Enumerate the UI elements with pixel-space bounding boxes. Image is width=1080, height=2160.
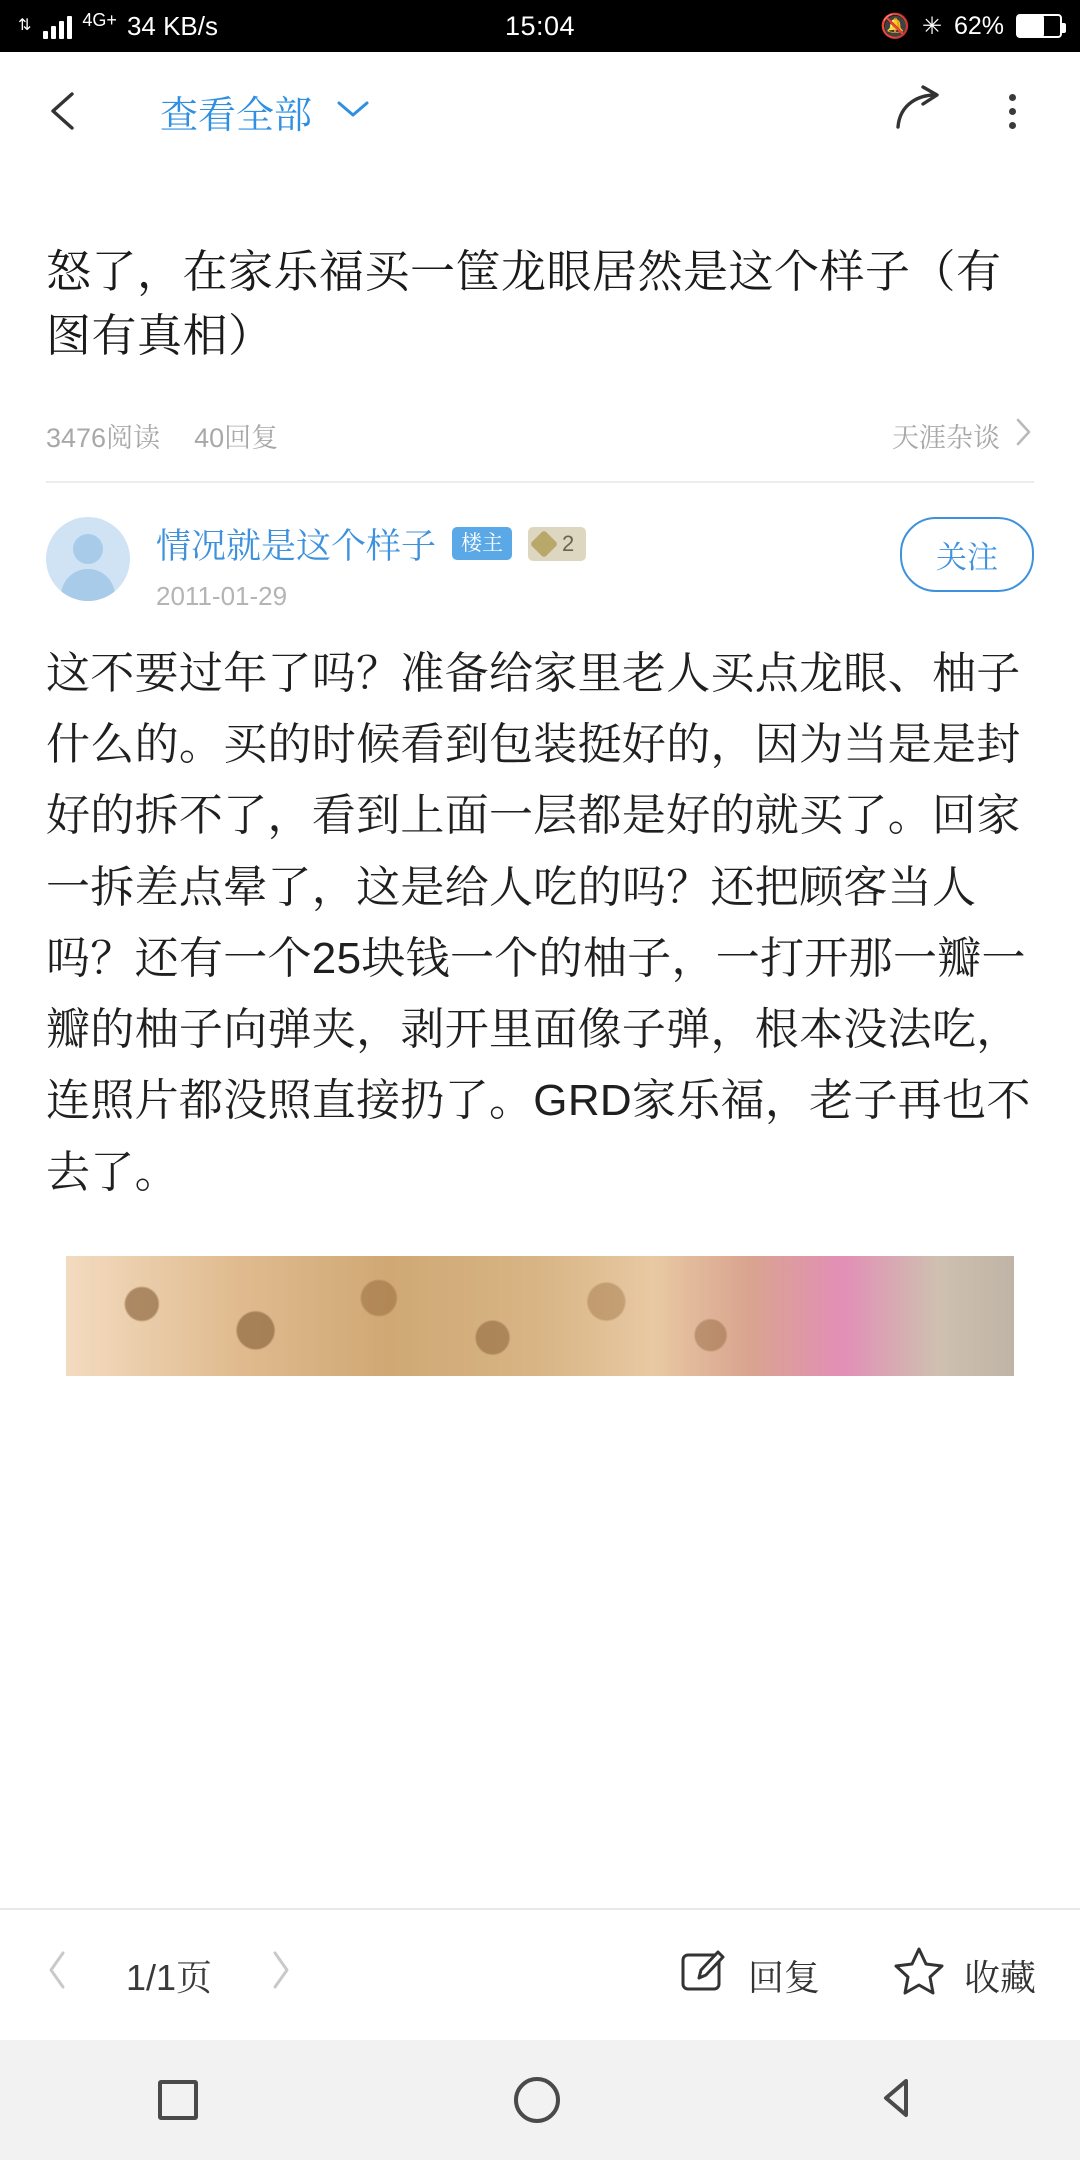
battery-percent-label: 62% (953, 11, 1005, 40)
favorite-label: 收藏 (963, 1956, 1036, 1998)
badge-thread-owner: 楼主 (452, 527, 512, 560)
app-bar-title: 查看全部 (160, 94, 313, 137)
post-title: 怒了，在家乐福买一筐龙眼居然是这个样子（有图有真相） (46, 246, 1002, 361)
author-name[interactable]: 情况就是这个样子 (156, 526, 437, 566)
favorite-button[interactable] (892, 1944, 1036, 2007)
post-meta-row (46, 416, 1034, 483)
post-content (0, 170, 1080, 1908)
back-button[interactable] (36, 81, 96, 141)
signal-icon (43, 13, 72, 39)
post-date: 2011-01-29 (156, 580, 288, 611)
reply-label: 回复 (747, 1956, 820, 1998)
bluetooth-icon: ✳ (921, 12, 942, 40)
author-info (156, 517, 586, 612)
chevron-down-icon (334, 97, 372, 126)
post-stats (46, 416, 278, 455)
reply-button[interactable] (678, 1945, 820, 2006)
bottom-toolbar (0, 1908, 1080, 2040)
forum-link[interactable] (892, 416, 1034, 455)
status-bar (0, 0, 1080, 52)
chevron-right-icon (1014, 417, 1034, 454)
post-photo[interactable] (66, 1256, 1014, 1376)
next-page-button[interactable] (268, 1948, 294, 2002)
share-button[interactable] (886, 79, 950, 143)
recents-button[interactable] (158, 2080, 198, 2120)
clock-label: 15:04 (504, 10, 576, 41)
badge-level (528, 527, 586, 561)
compose-icon (678, 1945, 730, 2006)
star-icon (892, 1944, 946, 2007)
bottom-actions (678, 1944, 1036, 2007)
badge-level-value: 2 (562, 530, 575, 556)
mute-icon: 🔕 (879, 12, 910, 40)
author-name-line (156, 519, 586, 569)
battery-icon (1016, 14, 1062, 38)
avatar[interactable] (46, 517, 130, 601)
system-back-button[interactable] (876, 2075, 922, 2126)
view-all-dropdown[interactable] (160, 84, 372, 139)
prev-page-button[interactable] (44, 1948, 70, 2002)
status-bar-right (575, 12, 1062, 41)
post-body: 这不要过年了吗？准备给家里老人买点龙眼、柚子什么的。买的时候看到包装挺好的，因为当是是封好的拆不了，看到上面一层都是好的就买了。回家一拆差点晕了，这是给人吃的吗？还把顾客当人吗？还有一个25块钱一个的柚子，一打开那一瓣一瓣的柚子向弹夹，剥开里面像子弹，根本没法吃，连照片都没照直接扔了。GRD家乐福，老子再也不去了。 (46, 648, 1031, 1197)
author-row (46, 517, 1034, 612)
more-options-button[interactable] (980, 79, 1044, 143)
read-count-label: 3476阅读 (46, 422, 161, 453)
system-nav-bar (0, 2040, 1080, 2160)
app-bar (0, 52, 1080, 170)
home-button[interactable] (514, 2077, 560, 2123)
data-transfer-icon: ⇅ (18, 17, 32, 34)
follow-button[interactable]: 关注 (900, 517, 1034, 592)
more-options-icon (1009, 94, 1016, 129)
forum-name-label: 天涯杂谈 (892, 422, 1000, 453)
network-speed-label: 34 KB/s (126, 10, 218, 41)
reply-count-label: 40回复 (194, 422, 279, 453)
network-type-label: 4G+ (82, 10, 117, 30)
pager (44, 1948, 294, 2002)
diamond-icon (530, 530, 558, 558)
page-indicator: 1/1页 (126, 1956, 213, 1998)
status-bar-left (18, 11, 505, 42)
